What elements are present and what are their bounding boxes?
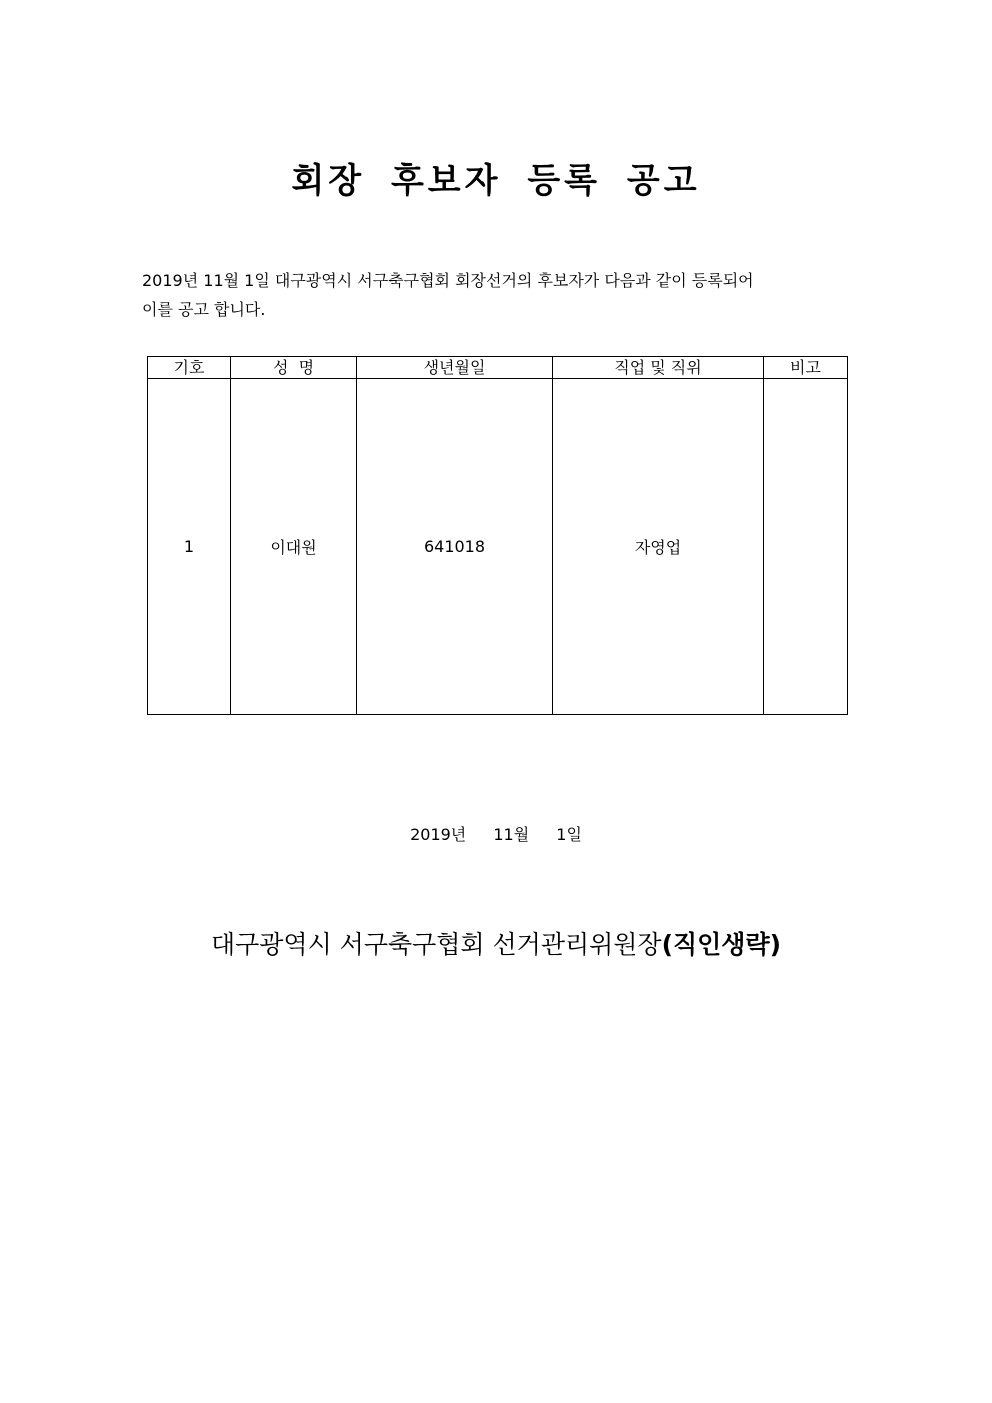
intro-paragraph: [142, 266, 842, 324]
header-number: 기호: [148, 357, 231, 379]
table-header-row: [148, 357, 848, 379]
document-title: 회장 후보자 등록 공고: [291, 161, 701, 201]
candidate-table: [147, 356, 848, 715]
cell-name: 이대원: [231, 379, 357, 715]
header-name: 성 명: [231, 357, 357, 379]
date-month: 11월: [493, 825, 530, 844]
date-day: 1일: [556, 825, 582, 844]
cell-occupation: 자영업: [553, 379, 764, 715]
cell-birthdate: 641018: [357, 379, 553, 715]
announcement-date: [0, 822, 992, 848]
cell-number: 1: [148, 379, 231, 715]
seal-omitted-note: (직인생략): [661, 930, 782, 959]
issuer-line: [0, 925, 992, 965]
date-year: 2019년: [410, 825, 467, 844]
header-birthdate: 생년월일: [357, 357, 553, 379]
cell-note: [764, 379, 848, 715]
header-note: 비고: [764, 357, 848, 379]
issuer-name: 대구광역시 서구축구협회 선거관리위원장: [210, 930, 662, 959]
intro-line-2: 이를 공고 합니다.: [142, 300, 266, 319]
intro-line-1: 2019년 11월 1일 대구광역시 서구축구협회 회장선거의 후보자가 다음과 같이 등록되어: [142, 271, 754, 290]
header-occupation: 직업 및 직위: [553, 357, 764, 379]
table-row: [148, 379, 848, 715]
